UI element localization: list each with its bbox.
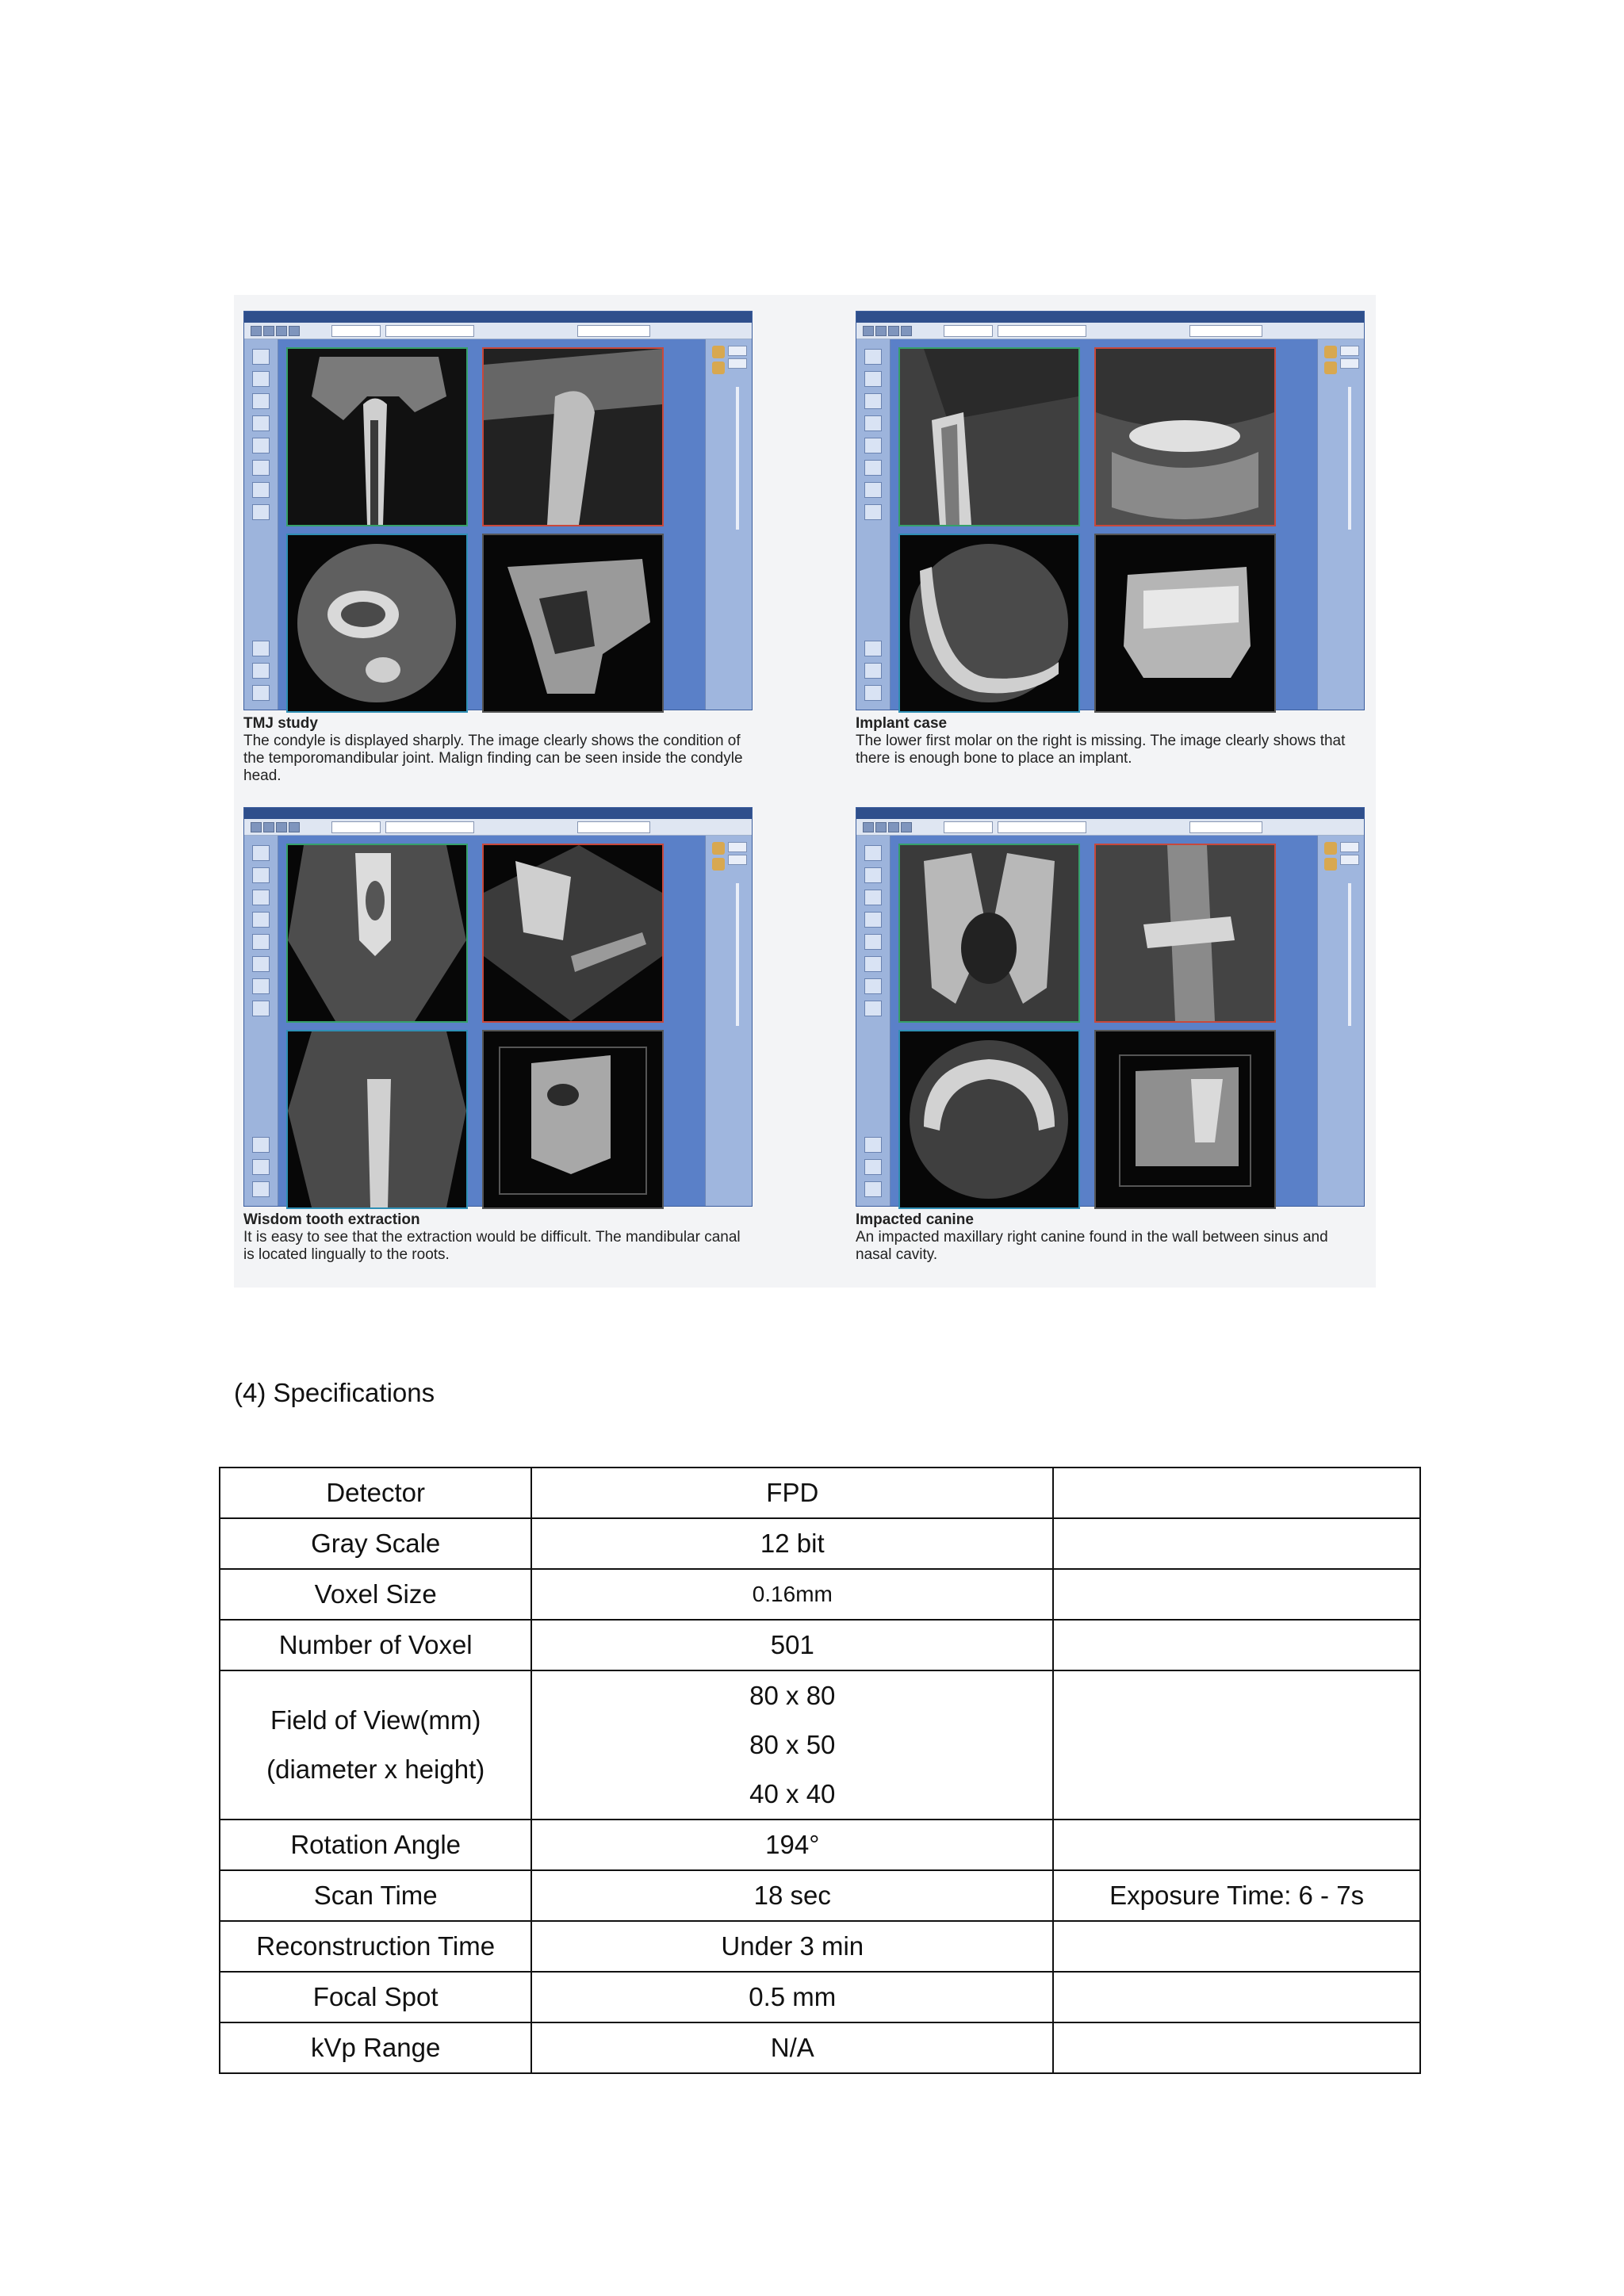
spec-label: Reconstruction Time: [220, 1921, 531, 1972]
spec-note: [1053, 1670, 1420, 1820]
table-row: [220, 1670, 1420, 1820]
panel-caption: [856, 715, 1363, 767]
software-screenshot: [856, 311, 1365, 710]
panel-caption: [856, 1211, 1363, 1264]
spec-label-line: (diameter x height): [266, 1755, 485, 1784]
panel-implant-case: [856, 311, 1395, 767]
software-screenshot: [243, 807, 753, 1207]
spec-label: Voxel Size: [220, 1569, 531, 1620]
spec-value: FPD: [531, 1468, 1053, 1518]
sagittal-view: [482, 347, 664, 526]
panel-description: It is easy to see that the extraction would be difficult. The mandibular canal is located lingually to the roots.: [243, 1229, 741, 1263]
3d-view: [482, 1030, 664, 1209]
specifications-table: [219, 1467, 1421, 2074]
oblique-view: [482, 844, 664, 1023]
panel-title: TMJ study: [243, 715, 318, 732]
panel-caption: [243, 1211, 751, 1264]
spec-note: Exposure Time: 6 - 7s: [1053, 1870, 1420, 1921]
panel-impacted-canine: [856, 807, 1395, 1264]
spec-value: 0.16mm: [531, 1569, 1053, 1620]
3d-view: [482, 534, 664, 713]
spec-value: 501: [531, 1620, 1053, 1670]
spec-label: Rotation Angle: [220, 1820, 531, 1870]
table-row: [220, 1468, 1420, 1518]
panel-wisdom-tooth: [243, 807, 783, 1264]
panel-title: Wisdom tooth extraction: [243, 1211, 420, 1228]
spec-note: [1053, 1620, 1420, 1670]
table-row: [220, 1518, 1420, 1569]
panoramic-view: [1094, 347, 1276, 526]
panel-caption: [243, 715, 751, 785]
table-row: [220, 1870, 1420, 1921]
3d-view: [1094, 1030, 1276, 1209]
spec-note: [1053, 1569, 1420, 1620]
spec-value: 0.5 mm: [531, 1972, 1053, 2022]
spec-label-line: Field of View(mm): [270, 1705, 481, 1735]
spec-label: kVp Range: [220, 2022, 531, 2073]
spec-value-line: 80 x 50: [749, 1730, 836, 1759]
3d-view: [1094, 534, 1276, 713]
table-row: [220, 1921, 1420, 1972]
toolbar: [856, 323, 1364, 339]
axial-view: [898, 534, 1080, 713]
table-row: [220, 2022, 1420, 2073]
spec-label: [220, 1670, 531, 1820]
spec-value: [531, 1670, 1053, 1820]
panel-description: The condyle is displayed sharply. The image clearly shows the condition of the temporomandibular joint. Malign finding can be seen inside the condyle head.: [243, 733, 743, 784]
spec-note: [1053, 1820, 1420, 1870]
coronal-view: [286, 347, 468, 526]
software-screenshot: [856, 807, 1365, 1207]
panel-tmj-study: [243, 311, 783, 785]
tool-sidebar: [244, 836, 278, 1206]
window-titlebar: [244, 808, 752, 819]
toolbar: [244, 819, 752, 836]
panel-description: The lower first molar on the right is missing. The image clearly shows that there is enough bone to place an implant.: [856, 733, 1346, 767]
cross-section-view: [898, 347, 1080, 526]
spec-value-line: 80 x 80: [749, 1681, 836, 1710]
spec-note: [1053, 1972, 1420, 2022]
ct-software-figure: [234, 295, 1376, 1288]
spec-note: [1053, 1921, 1420, 1972]
panel-title: Implant case: [856, 715, 948, 732]
window-titlebar: [244, 312, 752, 323]
window-titlebar: [856, 312, 1364, 323]
spec-label: Focal Spot: [220, 1972, 531, 2022]
spec-note: [1053, 1468, 1420, 1518]
control-panel: [1317, 836, 1364, 1206]
tool-sidebar: [244, 339, 278, 710]
spec-value: 12 bit: [531, 1518, 1053, 1569]
axial-view: [286, 534, 468, 713]
spec-value-line: 40 x 40: [749, 1779, 836, 1808]
cross-section-view: [286, 844, 468, 1023]
axial-view: [286, 1030, 468, 1209]
tool-sidebar: [856, 339, 891, 710]
spec-label: Number of Voxel: [220, 1620, 531, 1670]
panel-title: Impacted canine: [856, 1211, 974, 1228]
coronal-view: [898, 844, 1080, 1023]
control-panel: [1317, 339, 1364, 710]
table-row: [220, 1569, 1420, 1620]
window-titlebar: [856, 808, 1364, 819]
spec-value: Under 3 min: [531, 1921, 1053, 1972]
spec-label: Gray Scale: [220, 1518, 531, 1569]
spec-note: [1053, 1518, 1420, 1569]
spec-note: [1053, 2022, 1420, 2073]
spec-value: 18 sec: [531, 1870, 1053, 1921]
sagittal-view: [1094, 844, 1276, 1023]
section-heading: (4) Specifications: [234, 1378, 435, 1407]
table-row: [220, 1820, 1420, 1870]
spec-label: Detector: [220, 1468, 531, 1518]
toolbar: [856, 819, 1364, 836]
tool-sidebar: [856, 836, 891, 1206]
spec-label: Scan Time: [220, 1870, 531, 1921]
control-panel: [705, 836, 752, 1206]
software-screenshot: [243, 311, 753, 710]
panel-description: An impacted maxillary right canine found in the wall between sinus and nasal cavity.: [856, 1229, 1328, 1263]
spec-value: 194°: [531, 1820, 1053, 1870]
toolbar: [244, 323, 752, 339]
table-row: [220, 1620, 1420, 1670]
axial-view: [898, 1030, 1080, 1209]
control-panel: [705, 339, 752, 710]
table-row: [220, 1972, 1420, 2022]
spec-value: N/A: [531, 2022, 1053, 2073]
